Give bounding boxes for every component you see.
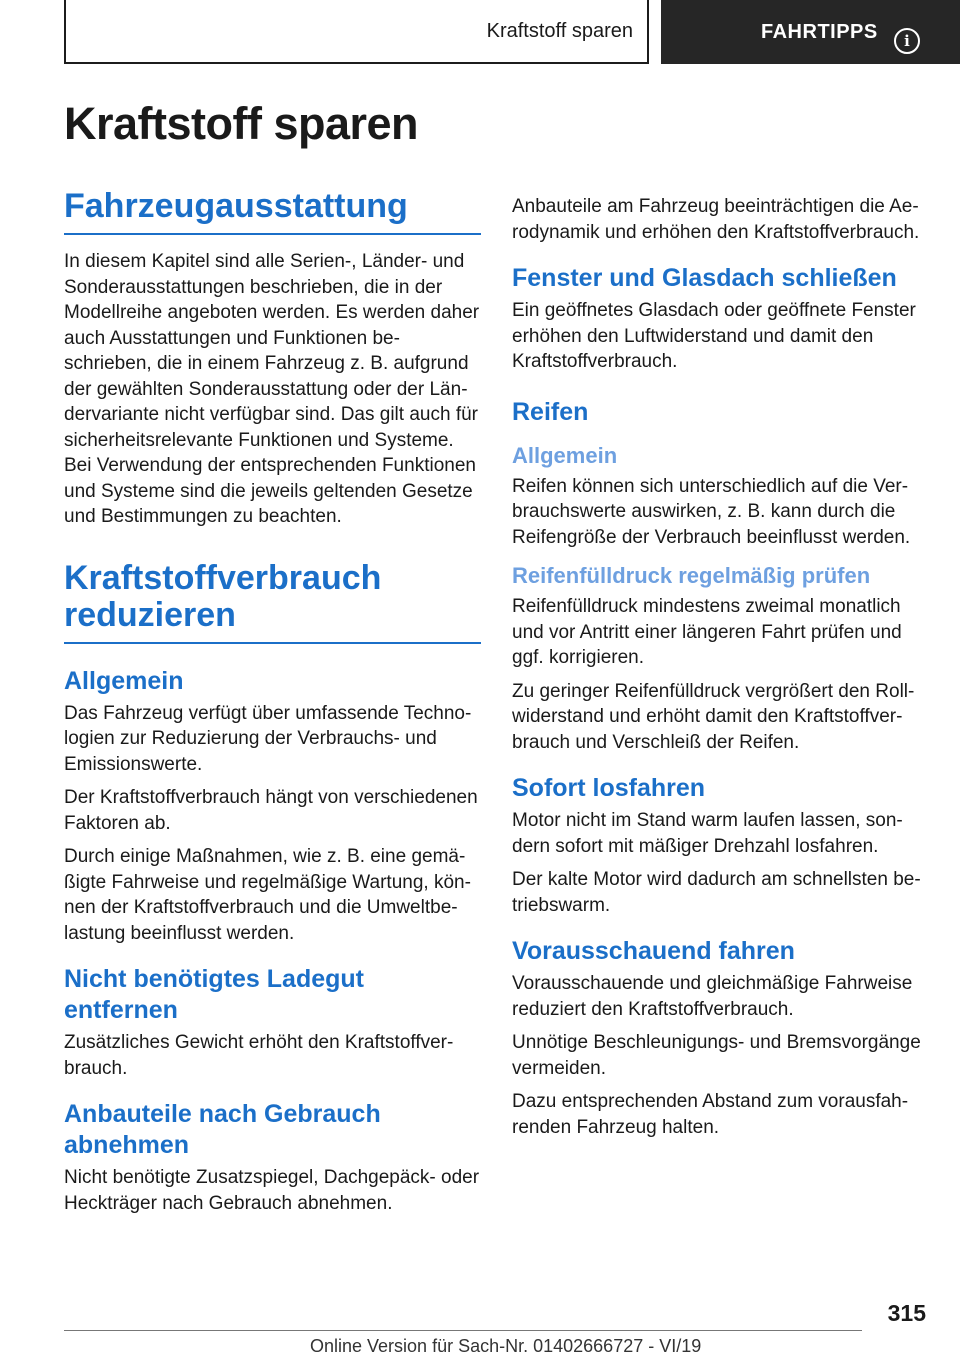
footer-divider — [64, 1330, 862, 1331]
paragraph-fenster: Ein geöffnetes Glasdach oder geöffnete Fenster erhöhen den Luftwiderstand und damit den Kraftstoffverbrauch. — [512, 300, 916, 372]
heading-allgemein: Allgemein — [64, 666, 184, 695]
heading-vorausschauend-fahren: Vorausschauend fahren — [512, 937, 795, 965]
paragraph-voraus-2: Unnötige Beschleunigungs- und Bremsvorgänge vermeiden. — [512, 1032, 921, 1079]
paragraph-allgemein-2: Der Kraftstoffverbrauch hängt von verschiedenen Faktoren ab. — [64, 787, 478, 834]
right-column — [512, 194, 930, 1148]
paragraph-sofort-1: Motor nicht im Stand warm laufen lassen, sondern sofort mit mäßiger Drehzahl losfahren. — [512, 810, 903, 857]
page-title: Kraftstoff sparen — [64, 98, 419, 149]
paragraph-ladegut: Zusätzliches Gewicht erhöht den Kraftstoffverbrauch. — [64, 1032, 454, 1079]
header-section-tab — [64, 0, 649, 64]
paragraph-voraus-3: Dazu entsprechenden Abstand zum vorausfahrenden Fahrzeug halten. — [512, 1091, 909, 1138]
heading-fahrzeugausstattung: Fahrzeugausstattung — [64, 188, 481, 235]
header-section-label: Kraftstoff sparen — [486, 19, 633, 42]
heading-sofort-losfahren: Sofort losfahren — [512, 774, 706, 802]
paragraph-sofort-2: Der kalte Motor wird dadurch am schnellsten betriebswarm. — [512, 869, 921, 916]
paragraph-fuelldruck-1: Reifenfülldruck mindestens zweimal monatlich und vor Antritt einer längeren Fahrt prüfen und ggf. korrigieren. — [512, 596, 902, 668]
heading-reifen-allgemein: Allgemein — [512, 442, 618, 468]
paragraph-fahrzeugausstattung: In diesem Kapitel sind alle Serien-, Länder- und Sonderausstattungen beschrieben, die in der Modellreihe angeboten werden. Es werden daher auch Ausstattungen und Funktionen beschrieben, die in einem Fahrzeug z. B. aufgrund der gewählten Sonderausstattung oder der Ländervariante nicht verfügbar sind. Das gilt auch für sicherheitsrelevante Funktionen und Systeme. Bei Verwendung der entsprechenden Funktionen und Systeme sind die jeweils geltenden Gesetze und Bestimmungen zu beachten. — [64, 251, 480, 527]
paragraph-reifen-allgemein: Reifen können sich unterschiedlich auf die Verbrauchswerte auswirken, z. B. kann durch die Reifengröße der Verbrauch beeinflusst werden. — [512, 475, 911, 548]
info-icon[interactable]: i — [894, 28, 920, 54]
heading-anbauteile-abnehmen: Anbauteile nach Gebrauch abnehmen — [64, 1100, 381, 1159]
paragraph-allgemein-1: Das Fahrzeug verfügt über umfassende Technologien zur Reduzierung der Verbrauchs- und Emissionswerte. — [64, 702, 472, 775]
paragraph-voraus-1: Vorausschauende und gleichmäßige Fahrweise reduziert den Kraftstoffverbrauch. — [512, 973, 913, 1020]
paragraph-anbauteile-continued: Anbauteile am Fahrzeug beeinträchtigen die Aerodynamik und erhöhen den Kraftstoffverbrauch. — [512, 196, 920, 243]
heading-reifenfuelldruck: Reifenfülldruck regelmäßig prüfen — [512, 563, 871, 588]
left-column — [64, 188, 481, 1224]
paragraph-allgemein-3: Durch einige Maßnahmen, wie z. B. eine gemäßigte Fahrweise und regelmäßige Wartung, können der Kraftstoffverbrauch und die Umweltbelastung beeinflusst werden. — [64, 846, 471, 944]
footer-online-version: Online Version für Sach-Nr. 01402666727 - VI/19 — [310, 1336, 702, 1356]
heading-reifen: Reifen — [512, 397, 589, 426]
heading-ladegut-entfernen: Nicht benötigtes Ladegut entfernen — [64, 965, 364, 1024]
heading-kraftstoffverbrauch-reduzieren: Kraftstoffverbrauch reduzieren — [64, 560, 481, 644]
paragraph-anbauteile: Nicht benötigte Zusatzspiegel, Dachgepäck- oder Heckträger nach Gebrauch abnehmen. — [64, 1167, 480, 1214]
paragraph-fuelldruck-2: Zu geringer Reifenfülldruck vergrößert den Rollwiderstand und erhöht damit den Kraftstoffverbrauch und Verschleiß der Reifen. — [512, 680, 915, 753]
header-chapter-label: FAHRTIPPS — [761, 20, 878, 43]
heading-fenster-glasdach: Fenster und Glasdach schließen — [512, 264, 897, 292]
page-number: 315 — [887, 1300, 926, 1326]
